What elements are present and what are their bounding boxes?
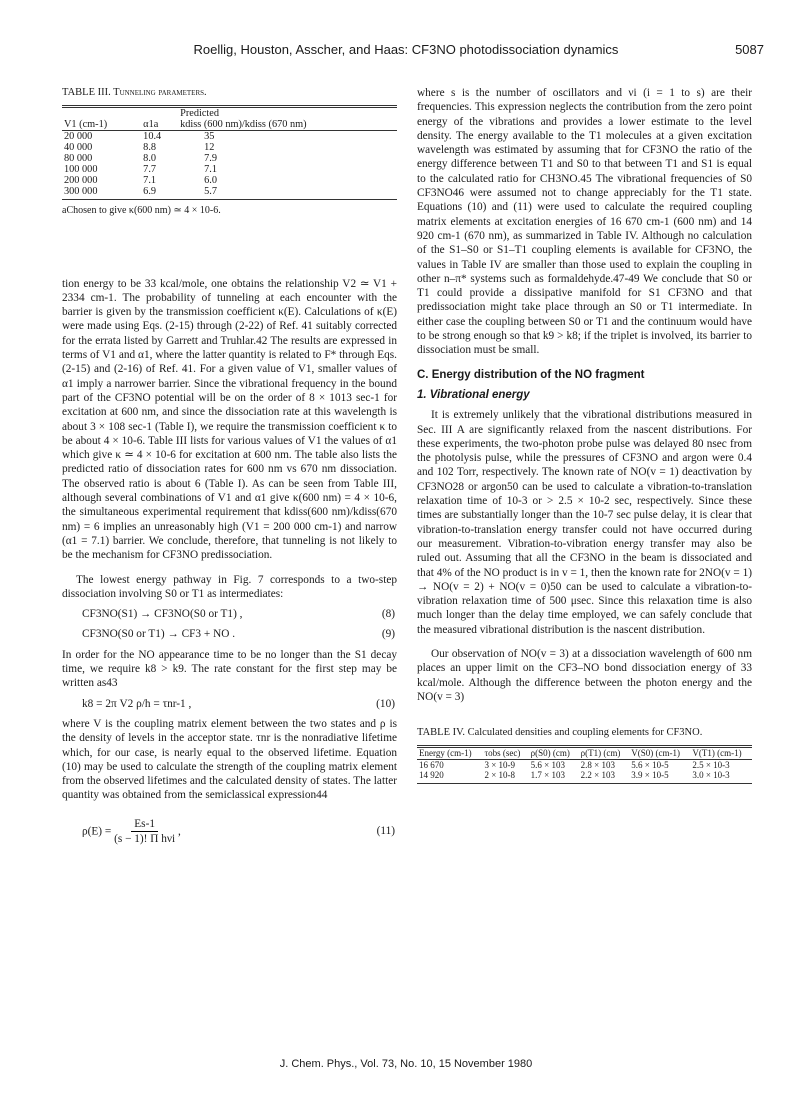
table4-caption: TABLE IV. Calculated densities and coupling elements for CF3NO. bbox=[417, 727, 703, 739]
table4-cell: 5.6 × 10-5 bbox=[631, 759, 669, 770]
table3-cell: 35 bbox=[204, 131, 215, 143]
table3-caption: TABLE III. Tunneling parameters. bbox=[62, 87, 207, 98]
table3-cell: 20 000 bbox=[64, 131, 93, 143]
equation-8 bbox=[62, 607, 397, 621]
right-paragraph-3: Our observation of NO(v = 3) at a dissociation wavelength of 600 nm places an upper limit on the CF3–NO bond dissociation energy of 33 kcal/mole. Although the difference between the photon energy and the NO(v = 3) bbox=[417, 647, 752, 703]
equation-10 bbox=[62, 697, 397, 711]
table3-row bbox=[62, 164, 397, 175]
table3-row bbox=[62, 142, 397, 153]
table4-cell: 3.0 × 10-3 bbox=[692, 770, 730, 781]
table3-cell: 200 000 bbox=[64, 175, 98, 187]
table4-row bbox=[417, 759, 752, 770]
subsection-heading: 1. Vibrational energy bbox=[417, 388, 530, 401]
table4-cell: 1.7 × 103 bbox=[530, 770, 565, 781]
table4-header-cell: ρ(T1) (cm) bbox=[580, 748, 621, 759]
right-column bbox=[417, 86, 752, 784]
section-heading: C. Energy distribution of the NO fragment bbox=[417, 368, 645, 381]
table3-row bbox=[62, 131, 397, 143]
table4-cell: 2.5 × 10-3 bbox=[692, 759, 730, 770]
table4-cell: 3.9 × 10-5 bbox=[631, 770, 669, 781]
table3-row bbox=[62, 186, 397, 197]
table3-cell: 10.4 bbox=[143, 131, 162, 143]
table3-row bbox=[62, 175, 397, 186]
table3-header-ratio: kdiss (600 nm)/kdiss (670 nm) bbox=[180, 119, 307, 131]
table3-cell: 7.1 bbox=[204, 164, 217, 176]
table4-header-cell: ρ(S0) (cm) bbox=[530, 748, 570, 759]
table3-cell: 6.9 bbox=[143, 186, 157, 198]
equation-9 bbox=[62, 627, 397, 641]
table3 bbox=[62, 105, 397, 197]
table4-header-cell: V(T1) (cm-1) bbox=[692, 748, 742, 759]
table3-header-v1: V1 (cm-1) bbox=[64, 119, 108, 131]
table4-header-cell: Energy (cm-1) bbox=[419, 748, 472, 759]
running-title: Roellig, Houston, Asscher, and Haas: CF3NO photodissociation dynamics bbox=[193, 42, 619, 57]
left-paragraph-4: where V is the coupling matrix element between the two states and ρ is the density of levels in the acceptor state. τnr is the nonradiative lifetime which, for our case, is nearly equal to the observed lifetime. Equation (10) may be used to calculate the strength of the coupling matrix element from the observed lifetimes and the calculated density of states. The latter quantity was obtained from the semiclassical expression44 bbox=[62, 717, 397, 802]
table3-cell: 7.9 bbox=[204, 153, 217, 165]
table3-cell: 8.0 bbox=[143, 153, 157, 165]
table4-cell: 2 × 10-8 bbox=[484, 770, 516, 781]
running-header bbox=[0, 42, 812, 62]
equation-11-fraction bbox=[114, 817, 175, 847]
equation-8-body: CF3NO(S1) → CF3NO(S0 or T1) , bbox=[82, 608, 243, 621]
table3-cell: 7.1 bbox=[143, 175, 157, 187]
equation-9-body: CF3NO(S0 or T1) → CF3 + NO . bbox=[82, 628, 236, 641]
page-number: 5087 bbox=[735, 42, 764, 57]
equation-9-number: (9) bbox=[381, 628, 395, 641]
table4-cell: 5.6 × 103 bbox=[530, 759, 565, 770]
table3-cell: 5.7 bbox=[204, 186, 217, 198]
table4-cell: 2.2 × 103 bbox=[580, 770, 615, 781]
table3-cell: 12 bbox=[204, 142, 215, 154]
table4 bbox=[417, 745, 752, 781]
table3-cell: 40 000 bbox=[64, 142, 93, 154]
table3-cell: 7.7 bbox=[143, 164, 157, 176]
table3-cell: 100 000 bbox=[64, 164, 98, 176]
table3-cell: 80 000 bbox=[64, 153, 93, 165]
left-paragraph-1: tion energy to be 33 kcal/mole, one obtains the relationship V2 ≃ V1 + 2334 cm-1. The probability of tunneling at each encounter with the barrier is given by the transmission coefficient κ(E). Calculations of κ(E) were made using Eqs. (2-15) through (2-22) of Ref. 41 suitably corrected for the errata listed by Garrett and Truhlar.42 The results are expressed in terms of V1 and α1, where the latter quantity is related to F* through Eqs. (2-15) and (2-16) of Ref. 41. For a given value of V1, smaller values of α1 imply a narrower barrier. Since the vibrational frequency in the bound part of the CF3NO potential will be on the order of 8 × 1013 sec-1 for excitation at 600 nm, and since the dissociation rate at this wavelength is about 3 × 108 sec-1 (Table I), we require the transmission coefficient κ to be about 4 × 10-6. Table III lists for various values of V1 the values of α1 which give κ ≃ 4 × 10-6 for excitation at 600 nm. The table also lists the predicted ratio of dissociation rates for 600 nm vs 670 nm dissociation. The observed ratio is about 6 (Table I). As can be seen from Table III, although several combinations of V1 and α1 give κ(600 nm) = 4 × 10-6, the simultaneous experimental requirement that kdiss(600 nm)/kdiss(670 nm) = 6 implies an unreasonably high (V1 = 200 000 cm-1) and narrow (α1 = 7.1) barrier. We conclude, therefore, that tunneling is not likely to be the mechanism for CF3NO predissociation. bbox=[62, 277, 397, 562]
table3-footnote: aChosen to give κ(600 nm) ≃ 4 × 10-6. bbox=[62, 205, 221, 217]
equation-11-denominator: (s − 1)! Π hνi bbox=[114, 832, 176, 845]
right-paragraph-1: where s is the number of oscillators and νi (i = 1 to s) are their frequencies. This expression neglects the contribution from the zero point energy of the vibrations and provides a lower estimate to the level density. The energy available to the T1 molecules at a given excitation wavelength was estimated by assuming that for CF3NO the ratio of the energy difference between T1 and S0 to that between T1 and S1 is equal to the calculated ratio for CH3NO.45 The vibrational frequencies of S0 CF3NO46 were assumed not to change appreciably for the T1 state. Equations (10) and (11) were used to calculate the required coupling matrix elements at excitation energies of 16 670 cm-1 (600 nm) and 14 920 cm-1 (670 nm), as summarized in Table IV. Although no calculation of the S1–S0 or S1–T1 coupling elements is available for CF3NO, the values in Table IV are smaller than those used to explain the coupling in other n–π* systems such as formaldehyde.47-49 We conclude that S0 or T1 could provide a dissipative manifold for S1 CF3NO and that predissociation might take place through an S0 or T1 intermediate. In either case the coupling between S0 or T1 and the continuum would have to be strong enough so that k9 > k8; if the triplet is involved, its barrier to dissociation must be small. bbox=[417, 87, 752, 357]
table3-cell: 8.8 bbox=[143, 142, 157, 154]
table3-cell: 6.0 bbox=[204, 175, 217, 187]
table3-row bbox=[62, 153, 397, 164]
equation-11 bbox=[62, 817, 397, 847]
table4-cell: 16 670 bbox=[419, 759, 444, 770]
equation-11-number: (11) bbox=[376, 825, 395, 838]
table4-cell: 14 920 bbox=[419, 770, 444, 781]
table3-header-alpha: α1a bbox=[143, 119, 159, 131]
table4-header-cell: V(S0) (cm-1) bbox=[631, 748, 681, 759]
right-paragraph-2: It is extremely unlikely that the vibrational distributions measured in Sec. III A are significantly relaxed from the nascent distributions. For these experiments, the two-photon probe pulse was delayed 80 nsec from the photolysis pulse, while the pressures of CF3NO and argon were 0.4 and 102 Torr, respectively. The known rate of NO(v = 1) deactivation by CF3NO28 or argon50 can be used to calculate a vibration-to-translation relaxation time of 10-3 or > 2.5 × 10-2 sec, respectively. Since these times are substantially longer than the 10-7 sec pulse delay, it is clear that vibration-to-translation energy transfer could not have occurred during our measurement. Vibration-to-vibration energy transfer may also be ruled out. Assuming that all the CF3NO in the beam is dissociated and that 4% of the NO product is in v = 1, then the known rate for 2NO(v = 1) → NO(v = 2) + NO(v = 0)50 can be used to calculate a vibration-to-vibration relaxation time of 500 μsec. Since this relaxation time is also much longer than the delay time employed, we can safely conclude that the measured vibrational distribution is the nascent distribution. bbox=[417, 409, 752, 636]
table3-header-predicted: Predicted bbox=[180, 108, 220, 120]
table4-cell: 2.8 × 103 bbox=[580, 759, 615, 770]
table4-header-cell: τobs (sec) bbox=[484, 748, 521, 759]
journal-footer: J. Chem. Phys., Vol. 73, No. 10, 15 November 1980 bbox=[279, 1058, 533, 1070]
table4-row bbox=[417, 770, 752, 781]
equation-10-number: (10) bbox=[376, 697, 395, 710]
table4-cell: 3 × 10-9 bbox=[484, 759, 516, 770]
left-column bbox=[62, 86, 397, 852]
equation-11-lhs: ρ(E) = bbox=[82, 825, 112, 838]
table3-cell: 300 000 bbox=[64, 186, 98, 198]
equation-11-numerator: Es-1 bbox=[131, 817, 158, 832]
left-paragraph-2: The lowest energy pathway in Fig. 7 corresponds to a two-step dissociation involving S0 or T1 as intermediates: bbox=[62, 573, 397, 600]
equation-10-body: k8 = 2π V2 ρ/h = τnr-1 , bbox=[82, 697, 192, 710]
equation-8-number: (8) bbox=[381, 608, 395, 621]
equation-11-tail: , bbox=[177, 825, 181, 838]
left-paragraph-3: In order for the NO appearance time to be no longer than the S1 decay time, we require k8 > k9. The rate constant for the first step may be written as43 bbox=[62, 648, 397, 690]
